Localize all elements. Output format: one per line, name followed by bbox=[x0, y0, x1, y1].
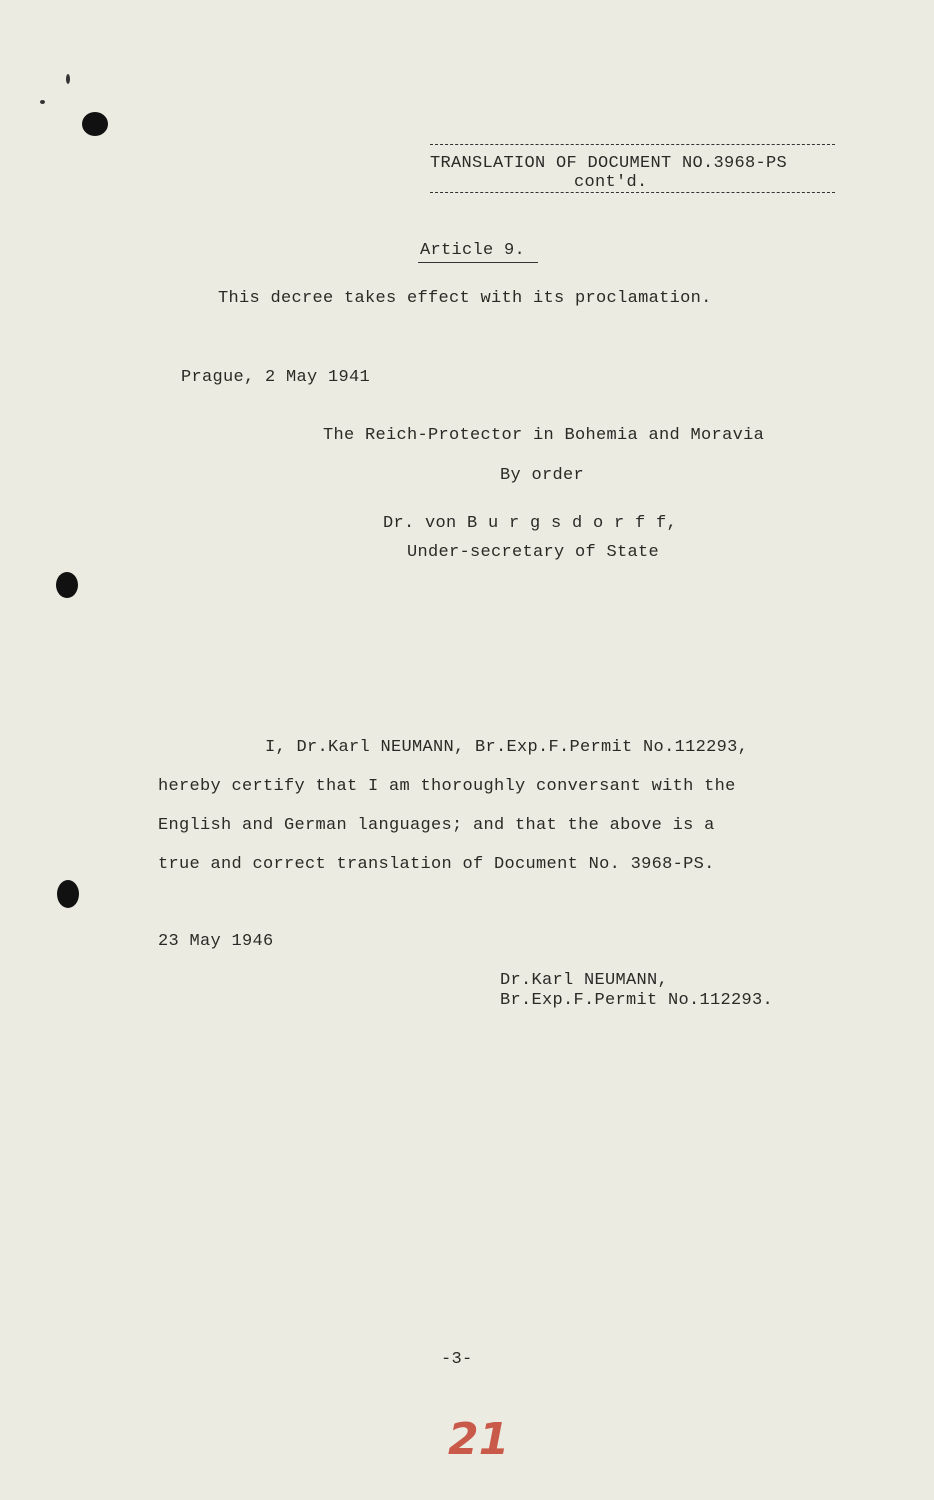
certification-line-1: I, Dr.Karl NEUMANN, Br.Exp.F.Permit No.112293, bbox=[265, 738, 749, 757]
header-bottom-rule bbox=[430, 192, 835, 193]
page-number: -3- bbox=[441, 1350, 473, 1369]
translator-permit: Br.Exp.F.Permit No.112293. bbox=[500, 991, 774, 1010]
punch-hole-bottom bbox=[57, 880, 79, 908]
header-title: TRANSLATION OF DOCUMENT NO.3968-PS bbox=[430, 154, 788, 173]
by-order: By order bbox=[500, 466, 585, 485]
ink-speck bbox=[40, 100, 45, 104]
article-text: This decree takes effect with its proclamation. bbox=[218, 289, 712, 308]
certification-line-4: true and correct translation of Document No. 3968-PS. bbox=[158, 855, 715, 874]
header-top-rule bbox=[430, 144, 835, 145]
translator-name: Dr.Karl NEUMANN, bbox=[500, 971, 669, 990]
certification-line-3: English and German languages; and that the above is a bbox=[158, 816, 715, 835]
ink-speck bbox=[66, 74, 70, 84]
certification-line-2: hereby certify that I am thoroughly conversant with the bbox=[158, 777, 736, 796]
article-heading: Article 9. bbox=[420, 241, 526, 260]
punch-hole-top bbox=[82, 112, 108, 136]
folio-number: 21 bbox=[448, 1414, 510, 1465]
signatory-name: Dr. von B u r g s d o r f f, bbox=[383, 514, 678, 533]
certification-date: 23 May 1946 bbox=[158, 932, 274, 951]
place-date: Prague, 2 May 1941 bbox=[181, 368, 371, 387]
article-heading-underline bbox=[418, 262, 538, 263]
header-continued: cont'd. bbox=[574, 173, 648, 192]
signatory-title: The Reich-Protector in Bohemia and Moravia bbox=[323, 426, 765, 445]
punch-hole-middle bbox=[56, 572, 78, 598]
signatory-position: Under-secretary of State bbox=[407, 543, 660, 562]
